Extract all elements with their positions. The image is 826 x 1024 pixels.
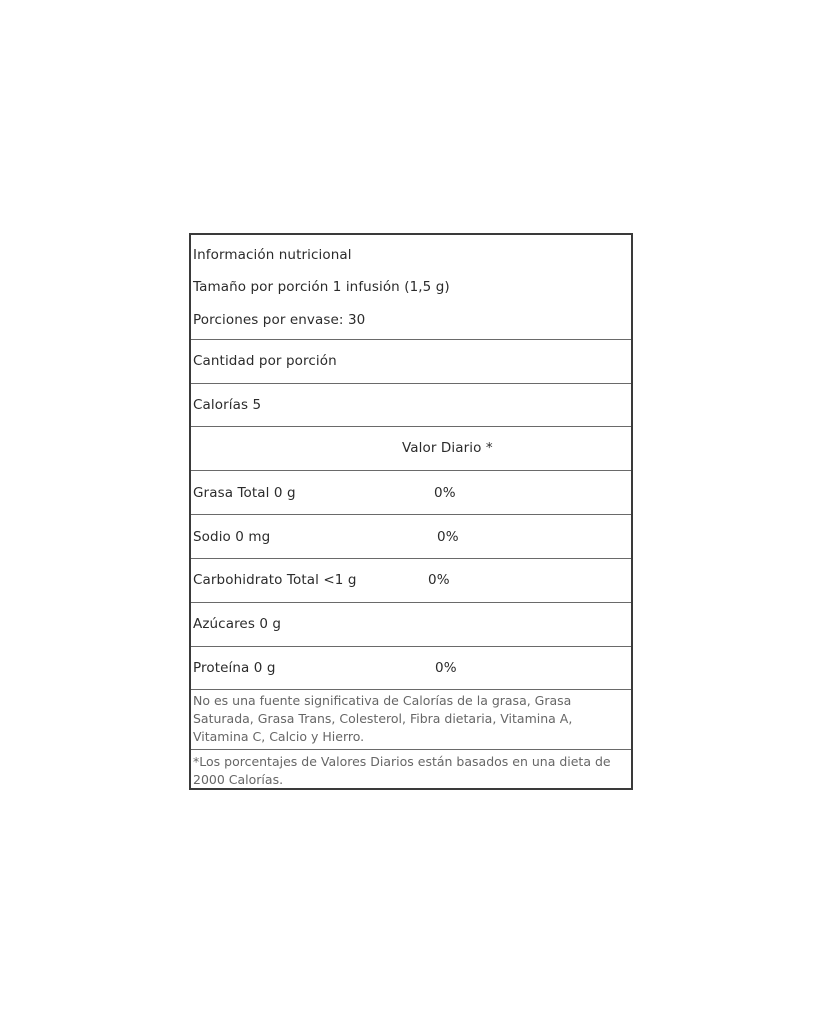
amount-per-serving-row [191, 339, 631, 383]
nutrient-name: Carbohidrato Total <1 g [193, 572, 357, 588]
nutrient-row [191, 558, 631, 602]
not-significant-footnote: No es una fuente significativa de Calorías de la grasa, Grasa Saturada, Grasa Trans, Colesterol, Fibra dietaria, Vitamina A, Vitamina C, Calcio y Hierro. [193, 693, 573, 744]
panel-title: Información nutricional [193, 247, 352, 263]
servings-per-container: Porciones por envase: 30 [193, 312, 366, 328]
serving-size: Tamaño por porción 1 infusión (1,5 g) [193, 279, 450, 295]
nutrient-row [191, 602, 631, 646]
amount-per-serving-label: Cantidad por porción [193, 353, 337, 369]
nutrient-name: Azúcares 0 g [193, 616, 282, 632]
nutrient-daily-value: 0% [428, 572, 450, 588]
nutrient-name: Proteína 0 g [193, 660, 276, 676]
nutrient-row [191, 514, 631, 558]
nutrient-daily-value: 0% [434, 485, 456, 501]
nutrient-daily-value: 0% [435, 660, 457, 676]
nutrient-name: Sodio 0 mg [193, 529, 271, 545]
daily-values-footnote-row [191, 749, 631, 788]
nutrient-name: Grasa Total 0 g [193, 485, 296, 501]
nutrient-daily-value: 0% [437, 529, 459, 545]
nutrition-facts-panel [189, 233, 633, 790]
not-significant-footnote-row [191, 689, 631, 749]
calories-row [191, 383, 631, 426]
nutrient-row [191, 646, 631, 689]
daily-value-header: Valor Diario * [402, 440, 493, 456]
daily-values-footnote: *Los porcentajes de Valores Diarios están basados en una dieta de 2000 Calorías. [193, 754, 611, 787]
nutrient-row [191, 470, 631, 514]
calories-label: Calorías 5 [193, 397, 262, 413]
daily-value-header-row [191, 426, 631, 470]
